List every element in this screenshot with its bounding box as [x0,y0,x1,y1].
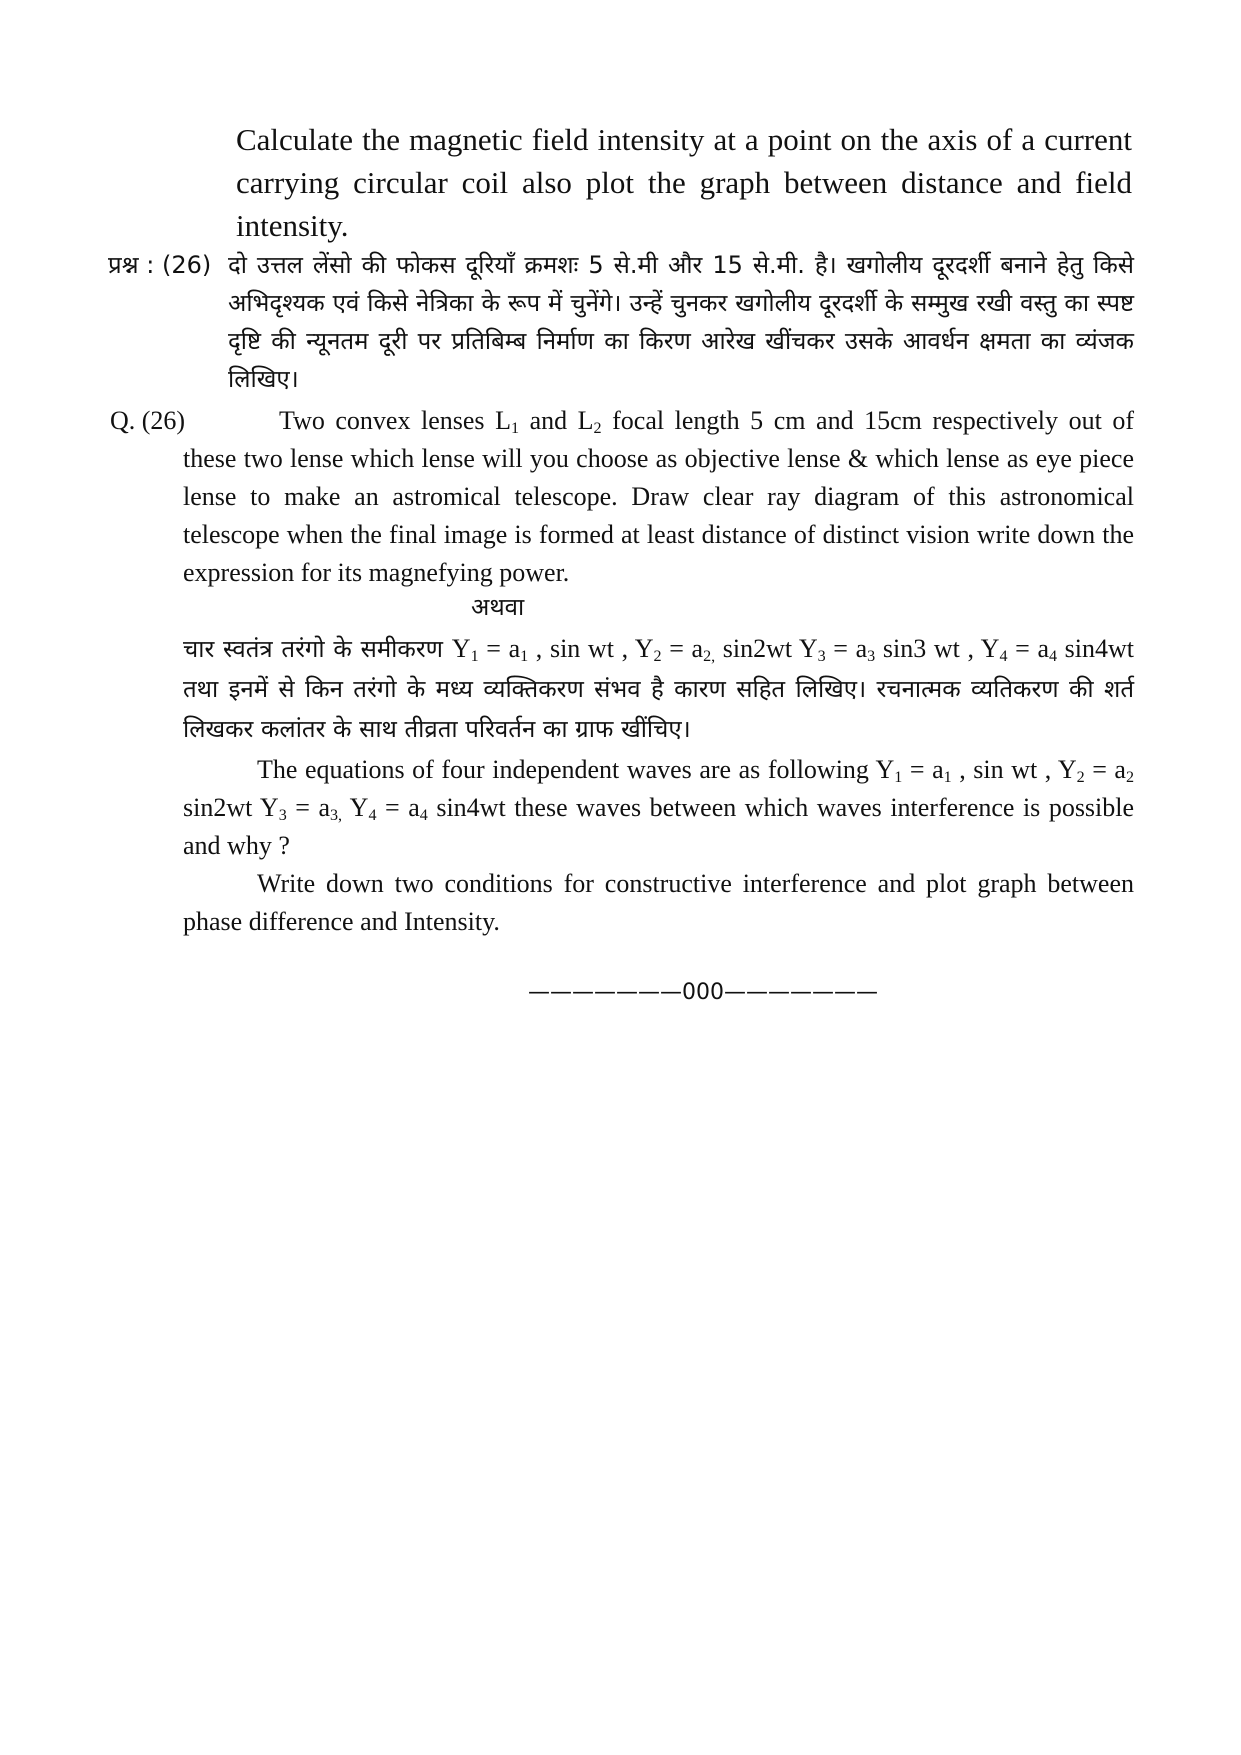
intro-text: Calculate the magnetic field intensity at a point on the axis of a current carrying circular coil also plot the graph between distance and field intensity. [236,122,1132,243]
question-26-hindi-label: प्रश्न : (26) [108,251,212,279]
alternate-question-hindi-text [183,629,1134,749]
question-26-hindi [108,246,1134,398]
alternate-question-english-part2 [183,865,1134,941]
intro-question [236,118,1132,247]
hindi-text-part: चार स्वतंत्र तरंगो के समीकरण [183,635,452,663]
alternate-question-english-part2-text: Write down two conditions for constructive interference and plot graph between phase difference and Intensity. [183,869,1134,936]
q26-subscript: 1 [510,420,520,438]
q26-text-part: and L [519,406,594,435]
q26-text-part: Two convex lenses L [279,406,511,435]
end-of-paper-mark: ———————000——————— [528,980,878,1005]
q26-subscript: 2 [593,420,602,438]
alternate-question-english-text: The equations of four independent waves are as following $Y_1 = a_1$ , sin wt , $Y_2 = a_2$ sin2wt $Y_3 = a_{3,}$ $Y_4 = a_4$ sin4wt these waves between which waves interference is possible and why ? [183,755,1135,860]
q26-text-part: focal length 5 cm and 15cm respectively out of these two lense which lense will you choose as objective lense & which lense as eye piece lense to make an astromical telescope. Draw clear ray diagram of this astronomical telescope when the final image is formed at least distance of distinct vision write down the expression for its magnefying power. [183,406,1134,587]
question-26-english-text [183,402,1134,592]
hindi-text-part: तथा इनमें से किन तरंगो के मध्य व्यक्तिकरण संभव है कारण सहित लिखिए। रचनात्मक व्यतिकरण की शर्त लिखकर कलांतर के साथ तीव्रता परिवर्तन का ग्राफ खींचिए। [183,675,1134,743]
question-26-english [110,402,1134,592]
or-label: अथवा [471,593,525,621]
alternate-question-hindi [183,629,1134,749]
alternate-question-english [183,751,1134,865]
wave-equations: $Y_1 = a_1$ , sin wt , $Y_2 = a_{2,}$ sin2wt $Y_3 = a_3$ sin3 wt , $Y_4 = a_4$ sin4wt [451,634,1135,666]
question-26-hindi-text: दो उत्तल लेंसो की फोकस दूरियाँ क्रमशः 5 से.मी और 15 से.मी. है। खगोलीय दूरदर्शी बनाने हेतु किसे अभिदृश्यक एवं किसे नेत्रिका के रूप में चुनेंगे। उन्हें चुनकर खगोलीय दूरदर्शी के सम्मुख रखी वस्तु का स्पष्ट दृष्टि की न्यूनतम दूरी पर प्रतिबिम्ब निर्माण का किरण आरेख खींचकर उसके आवर्धन क्षमता का व्यंजक लिखिए। [228,251,1134,393]
question-26-english-label: Q. (26) [110,406,186,435]
